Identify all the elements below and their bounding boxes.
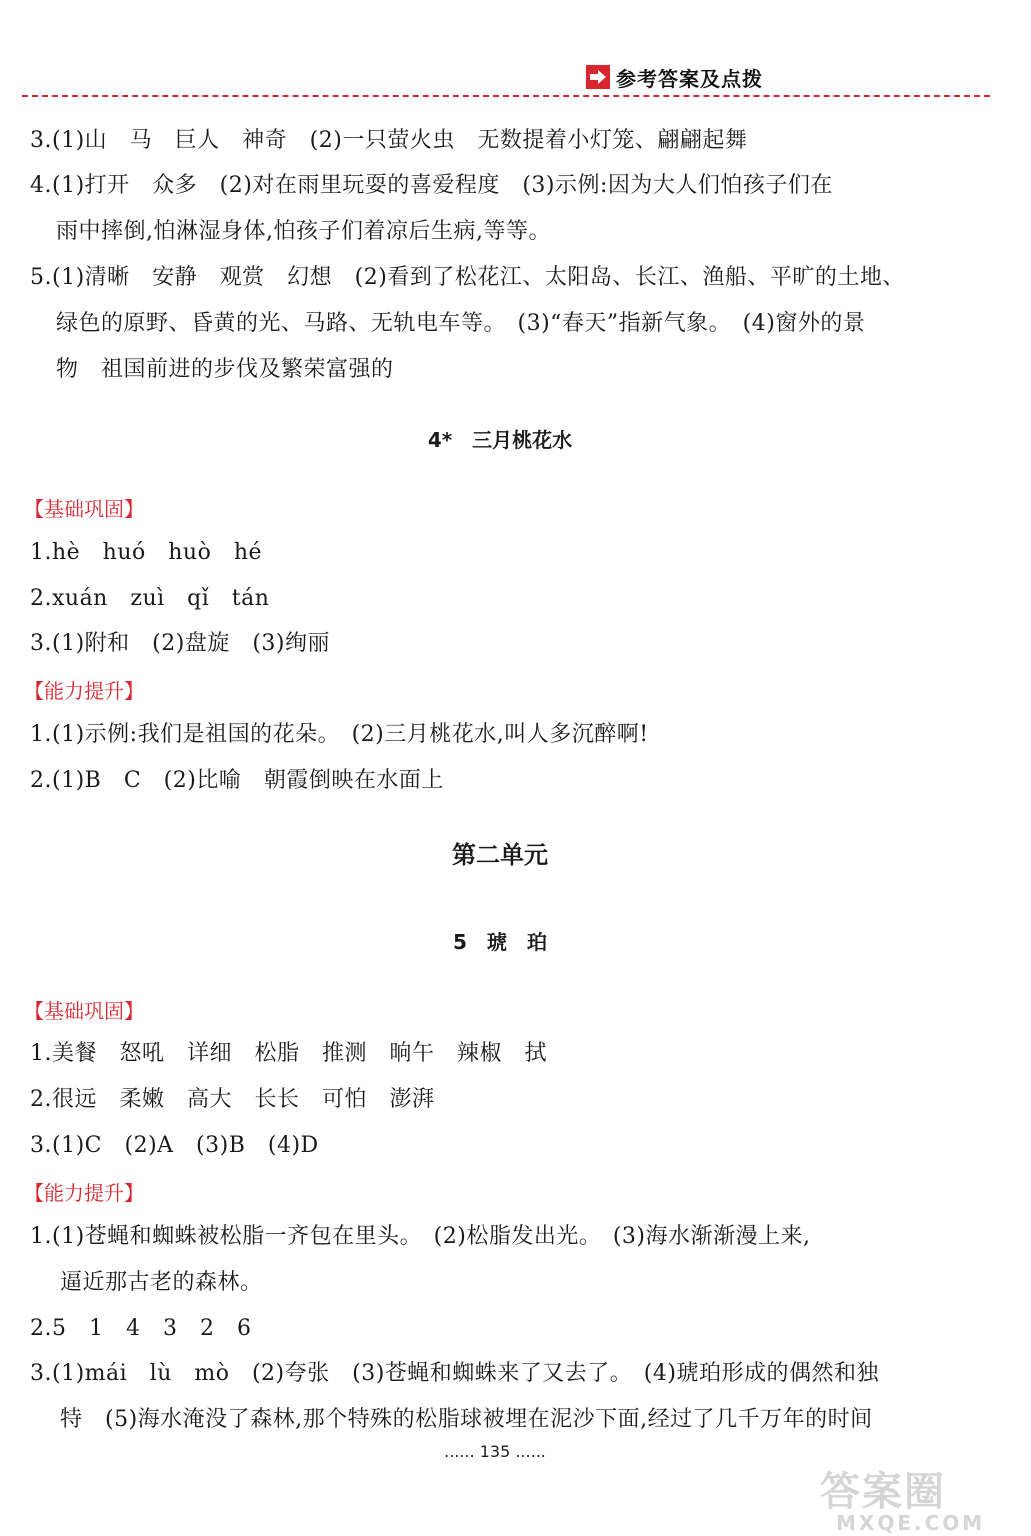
lesson-title: 4* 三月桃花水 bbox=[427, 428, 573, 452]
answer-line: 物 祖国前进的步伐及繁荣富强的 bbox=[56, 357, 394, 382]
section-tag: 【能力提升】 bbox=[24, 679, 144, 703]
answer-line: 1.hè huó huò hé bbox=[30, 540, 263, 565]
watermark-domain: MXQE.COM bbox=[836, 1511, 986, 1535]
answer-line: 1.美餐 怒吼 详细 松脂 推测 晌午 辣椒 拭 bbox=[30, 1041, 547, 1066]
answer-line: 2.很远 柔嫩 高大 长长 可怕 澎湃 bbox=[30, 1087, 435, 1112]
page-number: ...... 135 ...... bbox=[444, 1442, 546, 1461]
section-tag: 【基础巩固】 bbox=[24, 497, 144, 521]
header-title: 参考答案及点拨 bbox=[616, 66, 763, 91]
answer-line: 2.xuán zuì qǐ tán bbox=[30, 586, 270, 611]
answer-line: 1.(1)示例:我们是祖国的花朵。 (2)三月桃花水,叫人多沉醉啊! bbox=[30, 722, 649, 747]
watermark-logo bbox=[820, 1460, 1020, 1535]
answer-line: 特 (5)海水淹没了森林,那个特殊的松脂球被埋在泥沙下面,经过了几千万年的时间 bbox=[60, 1407, 873, 1432]
answer-line: 雨中摔倒,怕淋湿身体,怕孩子们着凉后生病,等等。 bbox=[56, 219, 551, 244]
answer-line: 3.(1)山 马 巨人 神奇 (2)一只萤火虫 无数提着小灯笼、翩翩起舞 bbox=[30, 128, 748, 153]
section-tag: 【能力提升】 bbox=[24, 1181, 144, 1205]
answer-line: 逼近那古老的森林。 bbox=[60, 1270, 263, 1295]
answer-line: 3.(1)C (2)A (3)B (4)D bbox=[30, 1133, 319, 1158]
answer-line: 绿色的原野、昏黄的光、马路、无轨电车等。 (3)“春天”指新气象。 (4)窗外的景 bbox=[56, 311, 866, 336]
section-tag: 【基础巩固】 bbox=[24, 999, 144, 1023]
watermark-text: 答案圈 bbox=[820, 1469, 946, 1515]
lesson-title: 5 琥 珀 bbox=[453, 930, 547, 954]
answer-line: 2.5 1 4 3 2 6 bbox=[30, 1316, 252, 1341]
answer-line: 2.(1)B C (2)比喻 朝霞倒映在水面上 bbox=[30, 768, 444, 793]
answer-line: 3.(1)附和 (2)盘旋 (3)绚丽 bbox=[30, 631, 330, 656]
unit-title: 第二单元 bbox=[452, 841, 548, 869]
answer-line: 5.(1)清晰 安静 观赏 幻想 (2)看到了松花江、太阳岛、长江、渔船、平旷的土地、 bbox=[30, 265, 905, 290]
answer-line: 4.(1)打开 众多 (2)对在雨里玩耍的喜爱程度 (3)示例:因为大人们怕孩子们在 bbox=[30, 173, 833, 198]
answer-line: 1.(1)苍蝇和蜘蛛被松脂一齐包在里头。 (2)松脂发出光。 (3)海水渐渐漫上来, bbox=[30, 1224, 811, 1249]
answer-line: 3.(1)mái lù mò (2)夸张 (3)苍蝇和蜘蛛来了又去了。 (4)琥珀形成的偶然和独 bbox=[30, 1361, 879, 1386]
